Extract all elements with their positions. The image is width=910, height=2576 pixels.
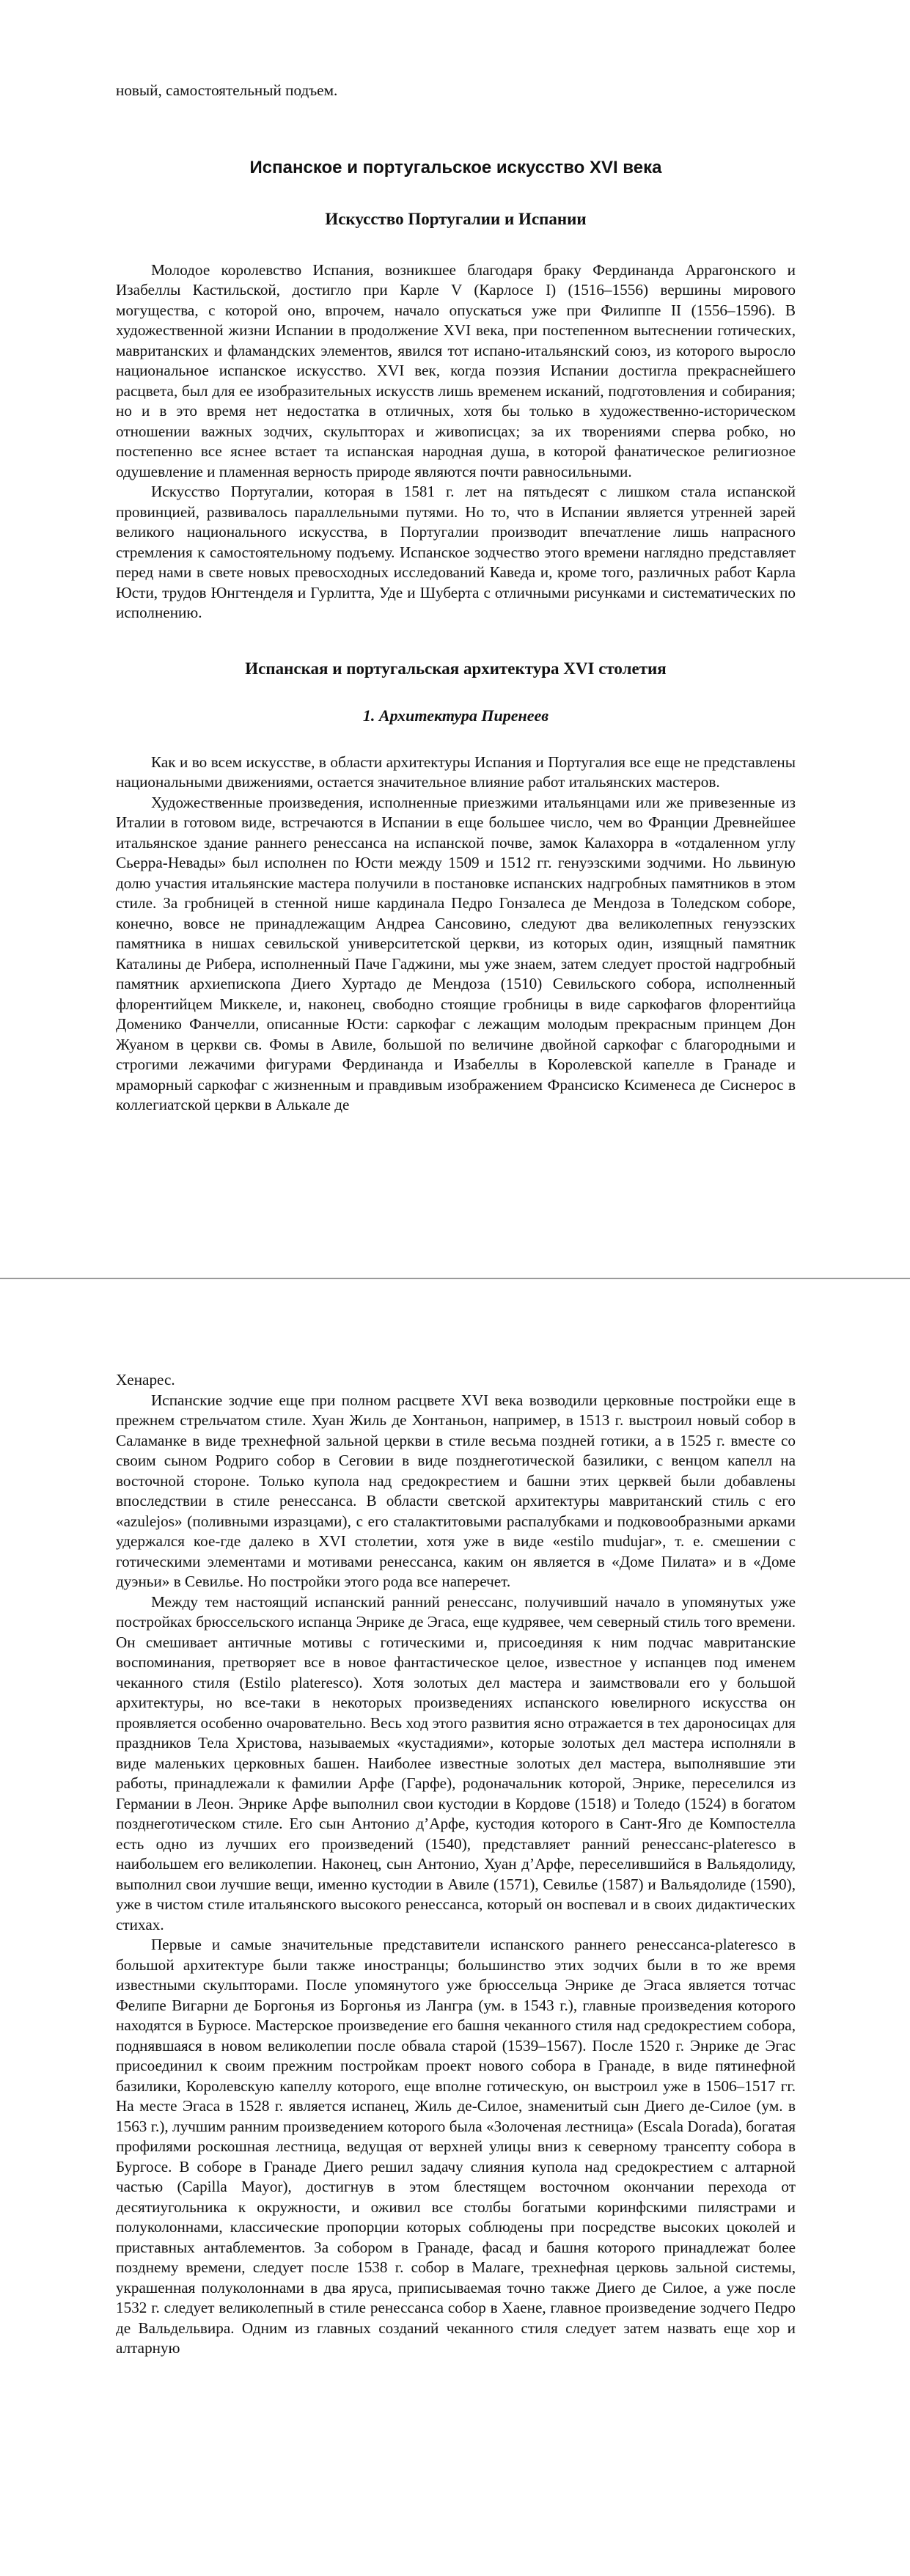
paragraph: Художественные произведения, исполненные приезжими итальянцами или же привезенные из Италии в готовом виде, встречаются в Испании в еще большее число, чем во Франции Древнейшее итальянское здание раннего ренессанса на испанской почве, замок Калахорра в «отдаленном углу Сьерра-Невады» был исполнен по Юсти между 1509 и 1512 гг. генуэзскими зодчими. Но львиную долю участия итальянские мастера получили в постановке испанских надгробных памятников в этом стиле. За гробницей в стенной нише кардинала Педро Гонзалеса де Мендоза в Толедском соборе, конечно, вовсе не принадлежащим Андреа Сансовино, следуют два великолепных генуэзских памятника в нишах севильской университетской церкви, из которых один, изящный памятник Каталины де Рибера, исполненный Паче Гаджини, мы уже знаем, затем следует простой надгробный памятник архиепископа Диего Хуртадо де Мендоза (1510) Севильского собора, исполненный флорентийцем Миккеле, и, наконец, свободно стоящие гробницы в виде саркофагов флорентийца Доменико Фанчелли, описанные Юсти: саркофаг с лежащим молодым прекрасным принцем Дон Жуаном в церкви св. Фомы в Авиле, большой по величине двойной саркофаг с благородными и строгими лежачими фигурами Фердинанда и Изабеллы в Королевской капелле в Гранаде и мраморный саркофаг с жизненным и правдивым изображением Франсиско Ксименеса де Сиснерос в коллегиатской церкви в Алькале де bbox=[116, 793, 796, 1113]
paragraph: Искусство Португалии, которая в 1581 г. лет на пятьдесят с лишком стала испанской провинцией, развивалось параллельными путями. Но то, что в Испании является утренней зарей великого национального искусства, в Португалии производит впечатление лишь напрасного стремления к самостоятельному подъему. Испанское зодчество этого времени наглядно представляет перед нами в свете новых превосходных исследований Каведа и, кроме того, различных работ Карла Юсти, трудов Юнгтенделя и Гурлитта, Уде и Шуберта с отличными рисунками и систематических по исполнению. bbox=[116, 483, 796, 621]
architecture-subtitle: 1. Архитектура Пиренеев bbox=[362, 706, 549, 725]
paragraph: Как и во всем искусстве, в области архитектуры Испания и Португалия все еще не представлены национальными движениями, остается значительное влияние работ итальянских мастеров. bbox=[116, 753, 796, 791]
paragraph: Первые и самые значительные представители испанского раннего ренессанса-plateresco в большой архитектуре были также иностранцы; большинство этих зодчих были в то же время известными скульпторами. После упомянутого уже брюссельца Энрике де Эгаса является тотчас Фелипе Вигарни де Боргонья из Боргонья из Лангра (ум. в 1543 г.), главные произведения которого находятся в Бурюсе. Мастерское произведение его башня чеканного стиля над средокрестием собора, поднявшаяся в новом великолепии после обвала старой (1539–1567). После 1520 г. Энрике де Эгас присоединил к своим прежним постройкам проект нового собора в Гранаде, в виде пятинефной базилики, Королевскую капеллу которого, еще вполне готическую, он выстроил уже в 1506–1517 гг. На месте Эгаса в 1528 г. является испанец, Жиль де-Силое, знаменитый сын Диего де-Силое (ум. в 1563 г.), лучшим ранним произведением которого была «Золоченая лестница» (Escala Dorada), богатая профилями роскошная лестница, ведущая от верхней улицы вниз к северному трансепту собора в Бургосе. В соборе в Гранаде Диего решил задачу слияния купола над средокрестием с алтарной частью (Capilla Mayor), достигнув в этом блестящем восточном окончании перехода от десятиугольника к окружности, и оживил все столбы богатыми коринфскими пилястрами и полуколоннами, классические пропорции которых соблюдены при посредстве высоких цоколей и приставных антаблементов. За собором в Гранаде, фасад и башня которого принадлежат более позднему времени, следует после 1538 г. собор в Малаге, трехнефная церковь зальной системы, украшенная полуколоннами в два яруса, приписываемая точно также Диего де Силое, а уже после 1532 г. следует великолепный в стиле ренессанса собор в Хаене, главное произведение зодчего Педро де Вальдельвира. Одним из главных созданий чеканного стиля следует затем назвать еще хор и алтарную bbox=[116, 1936, 796, 2357]
architecture-title: Испанская и португальская архитектура XVI столетия bbox=[245, 659, 667, 678]
paragraph: Испанские зодчие еще при полном расцвете XVI века возводили церковные постройки еще в прежнем стрельчатом стиле. Хуан Жиль де Хонтаньон, например, в 1513 г. выстроил новый собор в Саламанке в виде трехнефной зальной церкви в стиле весьма поздней готики, а в 1525 г. вместе со своим сыном Родриго собор в Сеговии в виде позднеготической базилики, с венцом капелл на восточной стороне. Только купола над средокрестием и башни этих церквей были добавлены впоследствии в стиле ренессанса. В области светской архитектуры мавританский стиль с его «azulejos» (поливными изразцами), с его сталактитовыми распалубками и подковообразными арками удержался кое-где далеко в XVI столетии, хотя уже в виде «estilo mudujar», т. е. смешении с готическими элементами и мотивами ренессанса, каким он является в «Доме Пилата» и в «Доме дуэньи» в Севилье. Но постройки этого рода все наперечет. bbox=[116, 1391, 796, 1590]
page-2-content bbox=[116, 1370, 796, 2359]
section-title: Испанское и португальское искусство XVI века bbox=[249, 157, 662, 178]
subsection-title: Искусство Португалии и Испании bbox=[325, 209, 587, 228]
paragraph: Молодое королевство Испания, возникшее благодаря браку Фердинанда Аррагонского и Изабеллы Кастильской, достигло при Карле V (Карлосе I) (1516–1556) вершины мирового могущества, с которой оно, впрочем, начало опускаться уже при Филиппе II (1556–1596). В художественной жизни Испании в продолжение XVI века, при постепенном вытеснении готических, мавританских и фламандских элементов, явился тот испано-итальянский союз, из которого выросло национальное испанское искусство. XVI век, когда поэзия Испании достигла прекраснейшего расцвета, был для ее изобразительных искусств лишь временем исканий, подготовления и собирания; но и в это время нет недостатка в отличных, хотя бы только в художественно-историческом отношении важных зодчих, скульпторах и живописцах; за их творениями сперва робко, но постепенно все яснее встает та испанская народная душа, в которой фанатическое религиозное одушевление и пламенная верность природе являются почти равносильными. bbox=[116, 260, 796, 480]
page-1-content bbox=[116, 81, 796, 1116]
continued-line: новый, самостоятельный подъем. bbox=[116, 81, 338, 99]
paragraph: Между тем настоящий испанский ранний ренессанс, получивший начало в упомянутых уже постройках брюссельского испанца Энрике де Эгаса, еще кудрявее, чем северный стиль того времени. Он смешивает античные мотивы с готическими и, присоединяя к ним подчас мавританские воспоминания, претворяет все в новое фантастическое целое, известное у испанцев под именем чеканного стиля (Estilo plateresco). Хотя золотых дел мастера и заимствовали его у большой архитектуры, но все-таки в некоторых произведениях испанского ювелирного искусства он проявляется особенно очаровательно. Весь ход этого развития ясно отражается в тех дароносицах для праздников Тела Христова, называемых «кустадиями», которые золотых дел мастера исполняли в виде маленьких церковных башен. Наиболее известные золотых дел мастера, выполнявшие эти работы, принадлежали к фамилии Арфе (Гарфе), родоначальник которой, Энрике, переселился из Германии в Леон. Энрике Арфе выполнил свои кустодии в Кордове (1518) и Толедо (1524) в богатом позднеготическом стиле. Его сын Антонио д’Арфе, кустодия которого в Сант-Яго де Компостелла есть одно из лучших его произведений (1540), представляет ранний ренессанс-plateresco в наибольшем его великолепии. Наконец, сын Антонио, Хуан д’Арфе, переселившийся в Вальядолиду, выполнил свои лучшие вещи, именно кустодии в Авиле (1571), Севилье (1587) и Вальядолиде (1590), уже в чистом стиле итальянского высокого ренессанса, который он воспевал и в своих дидактических стихах. bbox=[116, 1592, 796, 1933]
continued-line: Хенарес. bbox=[116, 1371, 175, 1388]
